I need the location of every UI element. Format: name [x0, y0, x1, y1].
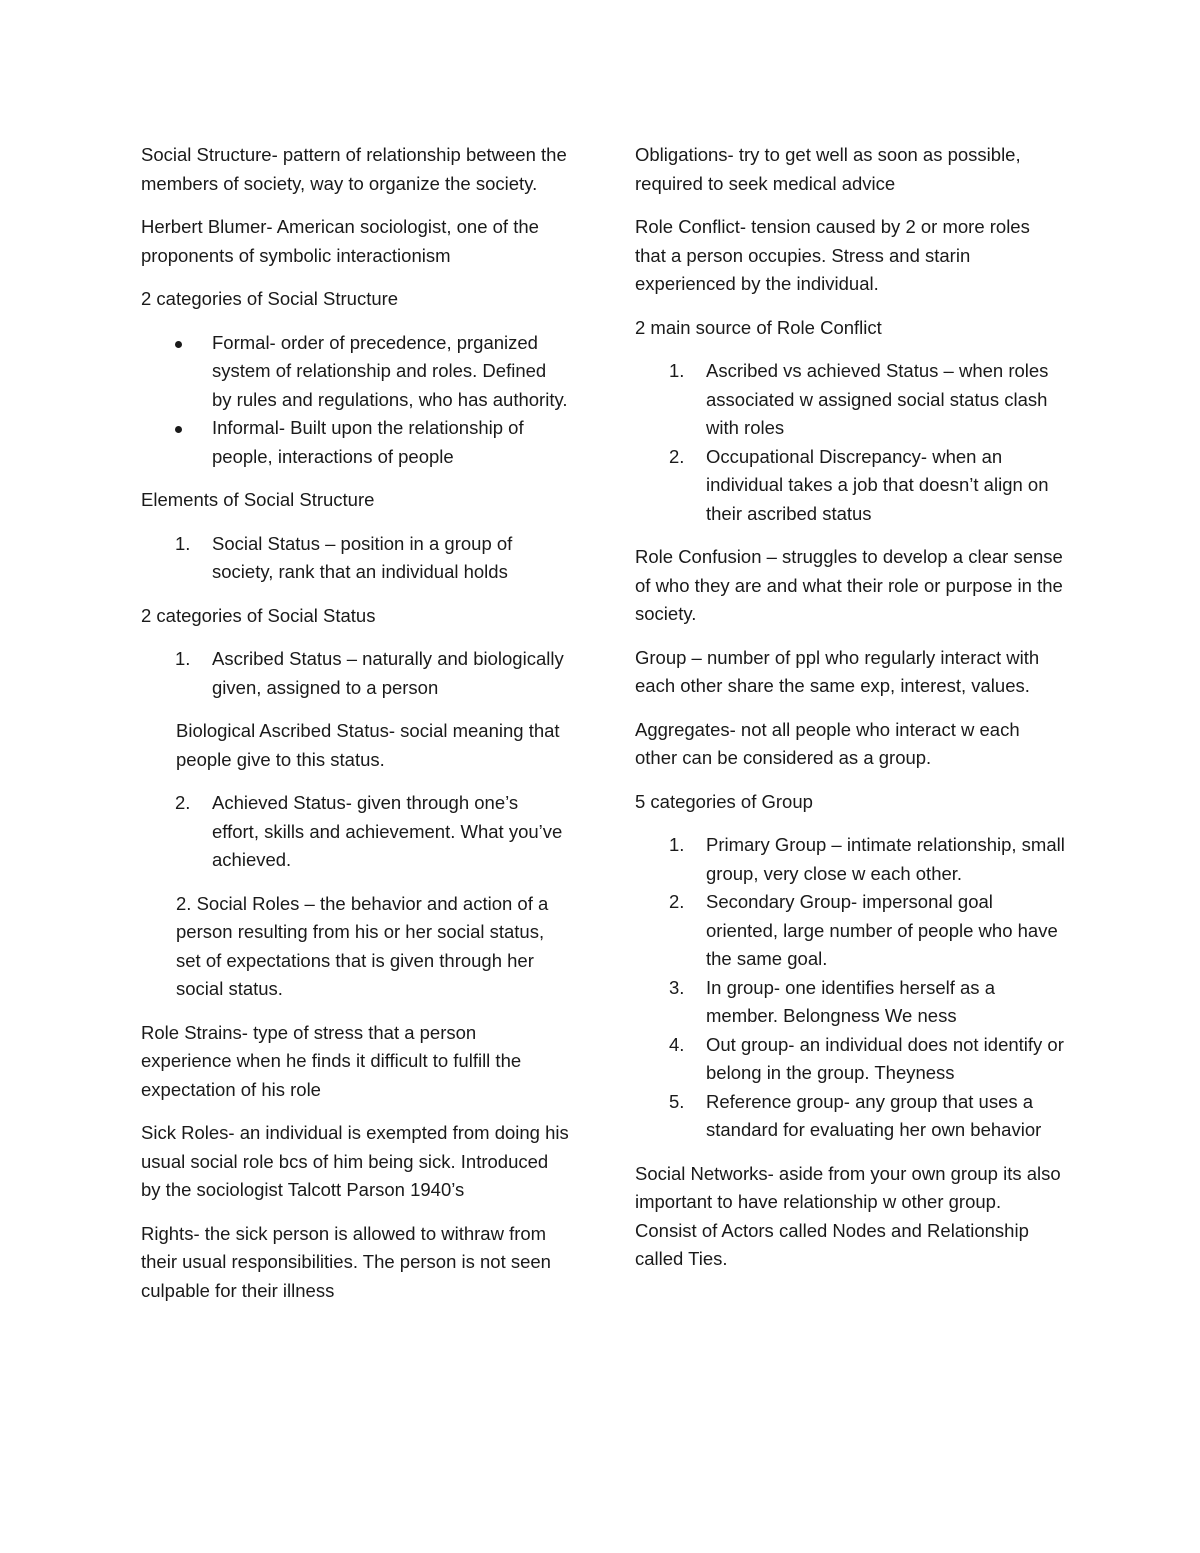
- conflict-sources-list: [635, 357, 1065, 528]
- left-column: [141, 141, 569, 1320]
- role-strains-definition: Role Strains- type of stress that a person experience when he finds it difficult to fulfill the expectation of his role: [141, 1021, 522, 1100]
- elements-list: [141, 530, 569, 587]
- list-item: 3. In group- one identifies herself as a member. Belongness We ness: [669, 976, 995, 1026]
- group-categories-heading: 5 categories of Group: [635, 790, 813, 812]
- social-roles-note: 2. Social Roles – the behavior and action of a person resulting from his or her social status, set of expectations that is given through her social status.: [176, 892, 549, 999]
- right-column: [635, 141, 1065, 1289]
- list-item: 1. Ascribed vs achieved Status – when roles associated w assigned social status clash with roles: [669, 360, 1049, 438]
- biological-ascribed-note: Biological Ascribed Status- social meaning that people give to this status.: [176, 720, 560, 770]
- status-list-continued: [141, 789, 569, 875]
- list-item: 2. Secondary Group- impersonal goal oriented, large number of people who have the same goal.: [669, 891, 1058, 969]
- list-item: 2. Achieved Status- given through one’s effort, skills and achievement. What you’ve achieved.: [175, 792, 563, 870]
- list-item: 1. Social Status – position in a group of society, rank that an individual holds: [175, 532, 513, 582]
- status-categories-heading: 2 categories of Social Status: [141, 604, 376, 626]
- social-networks-definition: Social Networks- aside from your own group its also important to have relationship w other group. Consist of Actors called Nodes and Relationship called Ties.: [635, 1162, 1061, 1269]
- list-item: 5. Reference group- any group that uses a standard for evaluating her own behavior: [669, 1090, 1042, 1140]
- aggregates-definition: Aggregates- not all people who interact w each other can be considered as a group.: [635, 718, 1020, 768]
- list-item: 1. Primary Group – intimate relationship, small group, very close w each other.: [669, 834, 1065, 884]
- structure-categories-heading: 2 categories of Social Structure: [141, 288, 399, 309]
- obligations-definition: Obligations- try to get well as soon as possible, required to seek medical advice: [635, 144, 1021, 194]
- elements-heading: Elements of Social Structure: [141, 489, 375, 510]
- role-confusion-definition: Role Confusion – struggles to develop a clear sense of who they are and what their role or purpose in the society.: [635, 546, 1063, 624]
- bullet-icon: [175, 341, 182, 348]
- status-list: [141, 645, 569, 702]
- herbert-blumer-note: Herbert Blumer- American sociologist, one of the proponents of symbolic interactionism: [141, 216, 539, 266]
- social-structure-definition: Social Structure- pattern of relationship between the members of society, way to organize the society.: [141, 144, 567, 194]
- list-item: Formal- order of precedence, prganized system of relationship and roles. Defined by rules and regulations, who has authority.: [141, 329, 569, 415]
- group-definition: Group – number of ppl who regularly interact with each other share the same exp, interest, values.: [635, 646, 1040, 696]
- list-item: 1. Ascribed Status – naturally and biologically given, assigned to a person: [175, 648, 564, 698]
- sick-roles-definition: Sick Roles- an individual is exempted from doing his usual social role bcs of him being sick. Introduced by the sociologist Talcott Parson 1940’s: [141, 1122, 569, 1200]
- rights-definition: Rights- the sick person is allowed to withraw from their usual responsibilities. The person is not seen culpable for their illness: [141, 1222, 551, 1301]
- role-conflict-definition: Role Conflict- tension caused by 2 or more roles that a person occupies. Stress and starin experienced by the individual.: [635, 216, 1030, 294]
- bullet-icon: [175, 426, 182, 433]
- conflict-sources-heading: 2 main source of Role Conflict: [635, 316, 882, 338]
- list-item: 4. Out group- an individual does not identify or belong in the group. Theyness: [669, 1033, 1064, 1083]
- list-item: 2. Occupational Discrepancy- when an individual takes a job that doesn’t align on their ascribed status: [669, 445, 1049, 524]
- structure-categories-list: [141, 329, 569, 472]
- group-categories-list: [635, 831, 1065, 1145]
- list-item: Informal- Built upon the relationship of people, interactions of people: [141, 414, 569, 471]
